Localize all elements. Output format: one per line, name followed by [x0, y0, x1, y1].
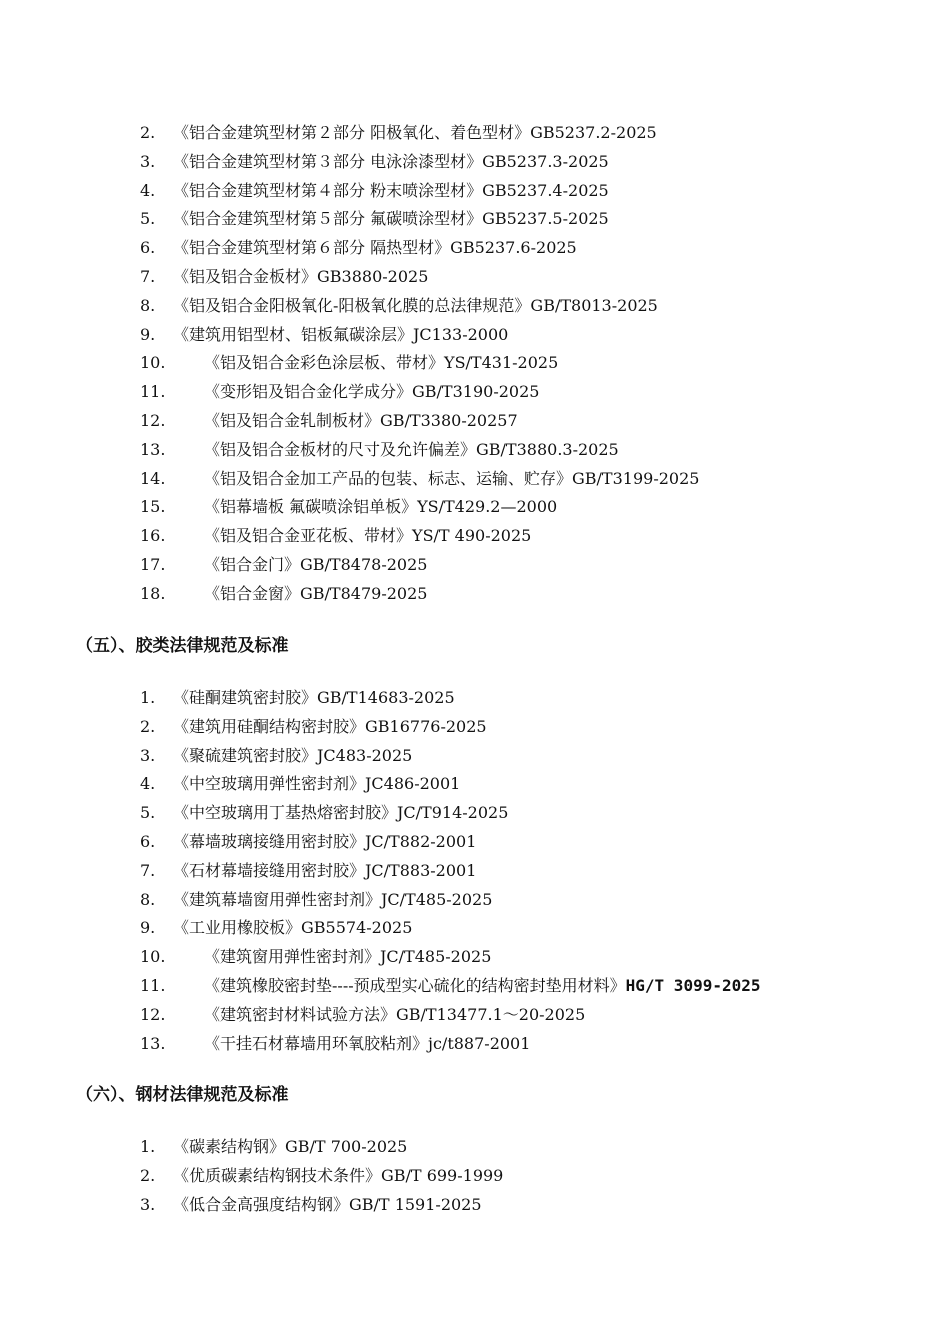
- item-text: 《幕墙玻璃接缝用密封胶》JC/T882-2001: [173, 831, 477, 851]
- list-item: [140, 713, 761, 742]
- list-item: [140, 857, 761, 886]
- item-text: 《铝合金门》GB/T8478-2025: [204, 554, 428, 574]
- item-text: 《铝合金建筑型材第５部分 氟碳喷涂型材》GB5237.5-2025: [173, 209, 609, 229]
- item-number: 3.: [140, 151, 156, 171]
- list-item: [140, 349, 699, 378]
- item-number: 8.: [140, 295, 156, 315]
- item-number: 14.: [140, 468, 166, 488]
- item-number: 6.: [140, 238, 156, 258]
- item-number: 7.: [140, 266, 156, 286]
- item-number: 6.: [140, 831, 156, 851]
- item-text: 《工业用橡胶板》GB5574-2025: [173, 918, 413, 938]
- item-text: 《铝合金建筑型材第４部分 粉末喷涂型材》GB5237.4-2025: [173, 180, 609, 200]
- item-number: 10.: [140, 947, 166, 967]
- item-text: 《铝及铝合金板材》GB3880-2025: [173, 266, 429, 286]
- item-text: 《建筑橡胶密封垫----预成型实心硫化的结构密封垫用材料》: [204, 975, 626, 995]
- list-item: [140, 177, 699, 206]
- item-standard-code: HG/T 3099-2025: [625, 975, 761, 995]
- item-text: 《聚硫建筑密封胶》JC483-2025: [173, 745, 413, 765]
- item-text: 《铝及铝合金板材的尺寸及允许偏差》GB/T3880.3-2025: [204, 439, 619, 459]
- item-text: 《铝及铝合金阳极氧化-阳极氧化膜的总法律规范》GB/T8013-2025: [173, 295, 658, 315]
- item-text: 《铝合金窗》GB/T8479-2025: [204, 583, 428, 603]
- item-text: 《中空玻璃用弹性密封剂》JC486-2001: [173, 774, 461, 794]
- item-text: 《建筑窗用弹性密封剂》JC/T485-2025: [204, 947, 492, 967]
- item-number: 12.: [140, 1004, 166, 1024]
- list-item: [140, 770, 761, 799]
- item-text: 《铝合金建筑型材第６部分 隔热型材》GB5237.6-2025: [173, 238, 577, 258]
- item-text: 《碳素结构钢》GB/T 700-2025: [173, 1137, 408, 1156]
- item-number: 2.: [140, 123, 156, 142]
- item-number: 12.: [140, 410, 166, 430]
- item-number: 9.: [140, 324, 156, 344]
- list-item: [140, 1133, 503, 1162]
- list-item: [140, 799, 761, 828]
- list-item: [140, 493, 699, 522]
- list-item: [140, 1162, 503, 1191]
- item-number: 1.: [140, 688, 156, 707]
- item-text: 《铝合金建筑型材第２部分 阳极氧化、着色型材》GB5237.2-2025: [173, 123, 657, 142]
- item-text: 《建筑用硅酮结构密封胶》GB16776-2025: [173, 716, 487, 736]
- section-heading-adhesives: （五）、胶类法律规范及标准: [76, 636, 289, 656]
- item-text: 《铝合金建筑型材第３部分 电泳涂漆型材》GB5237.3-2025: [173, 151, 609, 171]
- list-item: [140, 1030, 761, 1059]
- item-number: 15.: [140, 497, 166, 517]
- item-number: 16.: [140, 526, 166, 546]
- item-number: 9.: [140, 918, 156, 938]
- list-item: [140, 886, 761, 915]
- list-item: [140, 943, 761, 972]
- item-number: 13.: [140, 439, 166, 459]
- list-item: [140, 292, 699, 321]
- item-text: 《变形铝及铝合金化学成分》GB/T3190-2025: [204, 382, 540, 402]
- item-text: 《铝幕墙板 氟碳喷涂铝单板》YS/T429.2—2000: [204, 497, 558, 517]
- list-item: [140, 684, 761, 713]
- item-text: 《铝及铝合金轧制板材》GB/T3380-20257: [204, 410, 518, 430]
- item-number: 5.: [140, 209, 156, 229]
- item-number: 8.: [140, 889, 156, 909]
- section-heading-steel: （六）、钢材法律规范及标准: [76, 1085, 289, 1105]
- item-text: 《石材幕墙接缝用密封胶》JC/T883-2001: [173, 860, 477, 880]
- item-text: 《中空玻璃用丁基热熔密封胶》JC/T914-2025: [173, 803, 509, 823]
- list-item: [140, 522, 699, 551]
- aluminum-standards-list: [140, 119, 699, 609]
- list-item: [140, 234, 699, 263]
- item-number: 10.: [140, 353, 166, 373]
- item-text: 《优质碳素结构钢技术条件》GB/T 699-1999: [173, 1165, 504, 1185]
- item-text: 《建筑密封材料试验方法》GB/T13477.1～20-2025: [204, 1004, 586, 1024]
- item-text: 《铝及铝合金亚花板、带材》YS/T 490-2025: [204, 526, 532, 546]
- list-item: [140, 205, 699, 234]
- item-number: 3.: [140, 745, 156, 765]
- item-text: 《铝及铝合金加工产品的包装、标志、运输、贮存》GB/T3199-2025: [204, 468, 700, 488]
- item-number: 7.: [140, 860, 156, 880]
- item-text: 《建筑幕墙窗用弹性密封剂》JC/T485-2025: [173, 889, 493, 909]
- item-number: 2.: [140, 716, 156, 736]
- list-item: [140, 436, 699, 465]
- steel-standards-list: [140, 1133, 503, 1219]
- list-item: [140, 1191, 503, 1220]
- item-text: 《建筑用铝型材、铝板氟碳涂层》JC133-2000: [173, 324, 509, 344]
- item-text: 《低合金高强度结构钢》GB/T 1591-2025: [173, 1194, 482, 1214]
- item-number: 11.: [140, 975, 166, 995]
- item-number: 18.: [140, 583, 166, 603]
- list-item: [140, 263, 699, 292]
- item-text: 《铝及铝合金彩色涂层板、带材》YS/T431-2025: [204, 353, 559, 373]
- list-item: [140, 148, 699, 177]
- list-item: [140, 1001, 761, 1030]
- list-item: [140, 742, 761, 771]
- item-number: 1.: [140, 1137, 156, 1156]
- list-item: [140, 914, 761, 943]
- list-item: [140, 972, 761, 1001]
- list-item: [140, 119, 699, 148]
- item-number: 4.: [140, 180, 156, 200]
- item-number: 2.: [140, 1165, 156, 1185]
- list-item: [140, 465, 699, 494]
- adhesive-standards-list: [140, 684, 761, 1058]
- item-number: 17.: [140, 554, 166, 574]
- item-text: 《硅酮建筑密封胶》GB/T14683-2025: [173, 688, 455, 707]
- item-number: 13.: [140, 1033, 166, 1053]
- item-number: 3.: [140, 1194, 156, 1214]
- item-text: 《干挂石材幕墙用环氧胶粘剂》jc/t887-2001: [204, 1033, 531, 1053]
- list-item: [140, 378, 699, 407]
- list-item: [140, 551, 699, 580]
- list-item: [140, 828, 761, 857]
- item-number: 4.: [140, 774, 156, 794]
- list-item: [140, 407, 699, 436]
- list-item: [140, 580, 699, 609]
- list-item: [140, 321, 699, 350]
- item-number: 5.: [140, 803, 156, 823]
- item-number: 11.: [140, 382, 166, 402]
